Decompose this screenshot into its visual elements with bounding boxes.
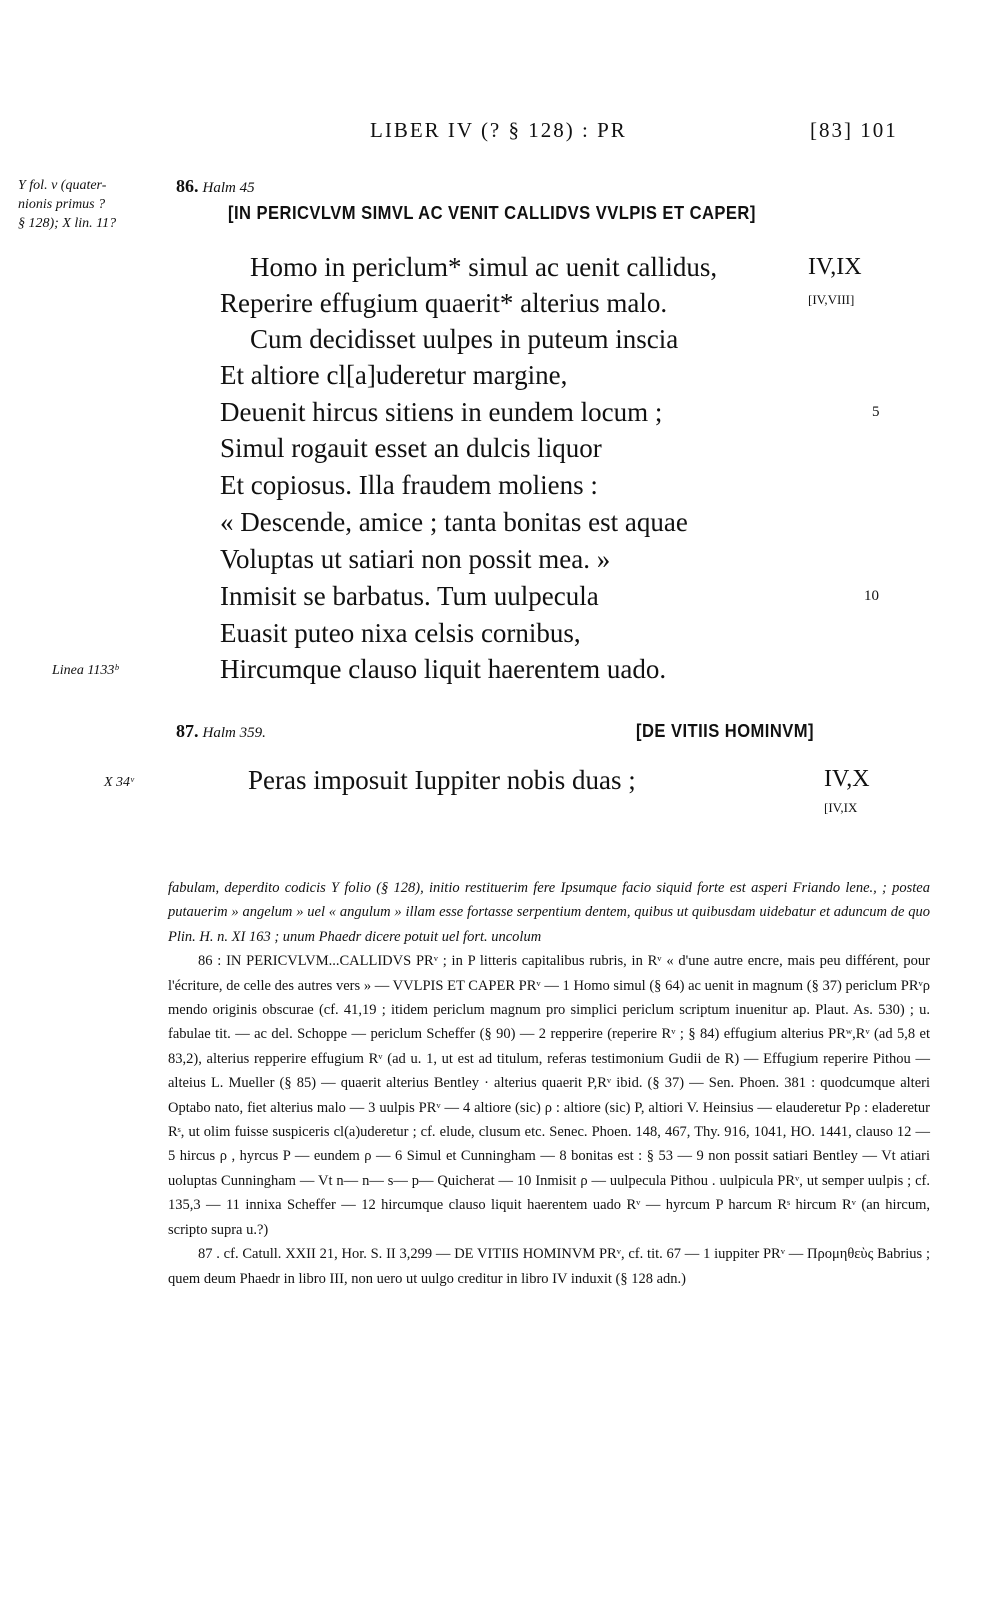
book-fable-reference: IV,X xyxy=(824,766,870,792)
verse-line: Et altiore cl[a]uderetur margine, xyxy=(220,360,568,390)
fable-number: 87. xyxy=(176,721,199,741)
running-header-title: LIBER IV (? § 128) : PR xyxy=(370,118,627,142)
alt-fable-reference: [IV,VIII] xyxy=(808,292,855,307)
alt-fable-reference: [IV,IX xyxy=(824,800,858,815)
line-number: 5 xyxy=(872,404,880,420)
margin-note-87: X 34ᵛ xyxy=(104,775,134,790)
verse-line: Euasit puteo nixa celsis cornibus, xyxy=(220,618,581,648)
verse-line: Homo in periclum* simul ac uenit callidus, xyxy=(250,252,718,282)
verse-line: Reperire effugium quaerit* alterius malo. xyxy=(220,288,668,318)
apparatus-paragraph: fabulam, deperdito codicis Y folio (§ 128), initio restituerim fere Ipsumque facio siquid forte est asperi Friando lene., ; postea putauerim » angelum » uel « angulum » illam esse fortasse serpentium dentem, quibus ut quibusdam uidebatur et aduncum de quo Plin. H. n. XI 163 ; unum Phaedr dicere potuit uel fort. uncolum xyxy=(168,880,930,945)
margin-note-line: § 128); X lin. 11? xyxy=(18,216,117,231)
apparatus-paragraph: 86 : IN PERICVLVM...CALLIDVS PRᵛ ; in P litteris capitalibus rubris, in Rᵛ « d'une autre encre, mais peu différent, pour l'écriture, de celle des autres vers » — VVLPIS ET CAPER PRᵛ — 1 Homo simul (§ 64) ac uenit in magnum (§ 37) periclum PRᵛρ mendo originis obscurae (cf. 41,19 ; itidem periclum magnum pro simplici periclum scriptum inuenitur ap. Plaut. As. 530) ; u. fabulae tit. — ac del. Schoppe — periclum Scheffer (§ 90) — 2 repperire (reperire Rᵛ ; § 84) effugium alterius PRʷ,Rᵛ (ad 5,8 et 83,2), alterius repperire effugium Rᵛ (ad u. 1, ut est ad titulum, referas testimonium Gudii de R) — Effugium reperire Pithou — alteius L. Mueller (§ 85) — quaerit alterius Bentley · alterius quaerit P,Rᵛ ibid. (§ 37) — Sen. Phoen. 381 : quodcumque alteri Optabo nato, fiet alterius malo — 3 uulpis PRᵛ — 4 altiore (sic) ρ : altiore (sic) P, altiori V. Heinsius — elauderetur Pρ : eladeretur Rˢ, ut olim fuisse suspiceris cl(a)uderetur ; cf. elude, clusum etc. Senec. Phoen. 148, 467, Thy. 916, 1041, HO. 1441, clauso 12 — 5 hircus ρ , hyrcus P — eundem ρ — 6 Simul et Cunningham — 8 bonitas est : § 53 — 9 non possit satiari Bentley — Vt atiari uoluptas Cunningham — Vt n— n— s— p— Quicherat — 10 Inmisit ρ — uulpecula Pithou . uulpicula PRᵛ, ut semper uulpis ; cf. 135,3 — 11 innixa Scheffer — 12 hircumque clauso liquit haerentem uado Rᵛ — hyrcum P harcum Rˢ hircum Rᵛ (an hircum, scripto supra u.?) xyxy=(168,953,930,1238)
apparatus-paragraph: 87 . cf. Catull. XXII 21, Hor. S. II 3,299 — DE VITIIS HOMINVM PRᵛ, cf. tit. 67 — 1 iuppiter PRᵛ — Προμηθεὺς Babrius ; quem deum Phaedr in libro III, non uero ut uulgo creditur in libro IV induxit (§ 128 adn.) xyxy=(168,1246,930,1287)
verse-line: Hircumque clauso liquit haerentem uado. xyxy=(220,654,667,684)
verse-line: Deuenit hircus sitiens in eundem locum ; xyxy=(220,397,663,427)
page-number: [83] 101 xyxy=(810,118,898,142)
margin-note-line: nionis primus ? xyxy=(18,197,106,212)
verse-line: Et copiosus. Illa fraudem moliens : xyxy=(220,470,598,500)
margin-note-line: Y fol. v (quater- xyxy=(18,178,107,193)
halm-reference: Halm 45 xyxy=(202,180,255,196)
verse-line: Voluptas ut satiari non possit mea. » xyxy=(220,544,611,574)
verse-line: Inmisit se barbatus. Tum uulpecula xyxy=(220,581,599,611)
fable-87-heading xyxy=(176,721,266,742)
fable-87-title: [DE VITIIS HOMINVM] xyxy=(636,721,815,741)
verse-line: Cum decidisset uulpes in puteum inscia xyxy=(250,324,679,354)
verse-line: « Descende, amice ; tanta bonitas est aquae xyxy=(220,507,688,537)
margin-note-86 xyxy=(18,176,116,233)
linea-margin-note: Linea 1133ᵇ xyxy=(52,663,119,678)
book-fable-reference: IV,IX xyxy=(808,254,862,280)
fable-number: 86. xyxy=(176,176,199,196)
critical-apparatus xyxy=(168,876,930,1291)
verse-line: Simul rogauit esset an dulcis liquor xyxy=(220,433,602,463)
halm-reference: Halm 359. xyxy=(202,725,266,741)
fable-86-title: [IN PERICVLVM SIMVL AC VENIT CALLIDVS VVLPIS ET CAPER] xyxy=(228,203,756,223)
verse-line: Peras imposuit Iuppiter nobis duas ; xyxy=(248,765,636,795)
fable-86-heading xyxy=(176,176,255,197)
line-number: 10 xyxy=(864,588,879,604)
